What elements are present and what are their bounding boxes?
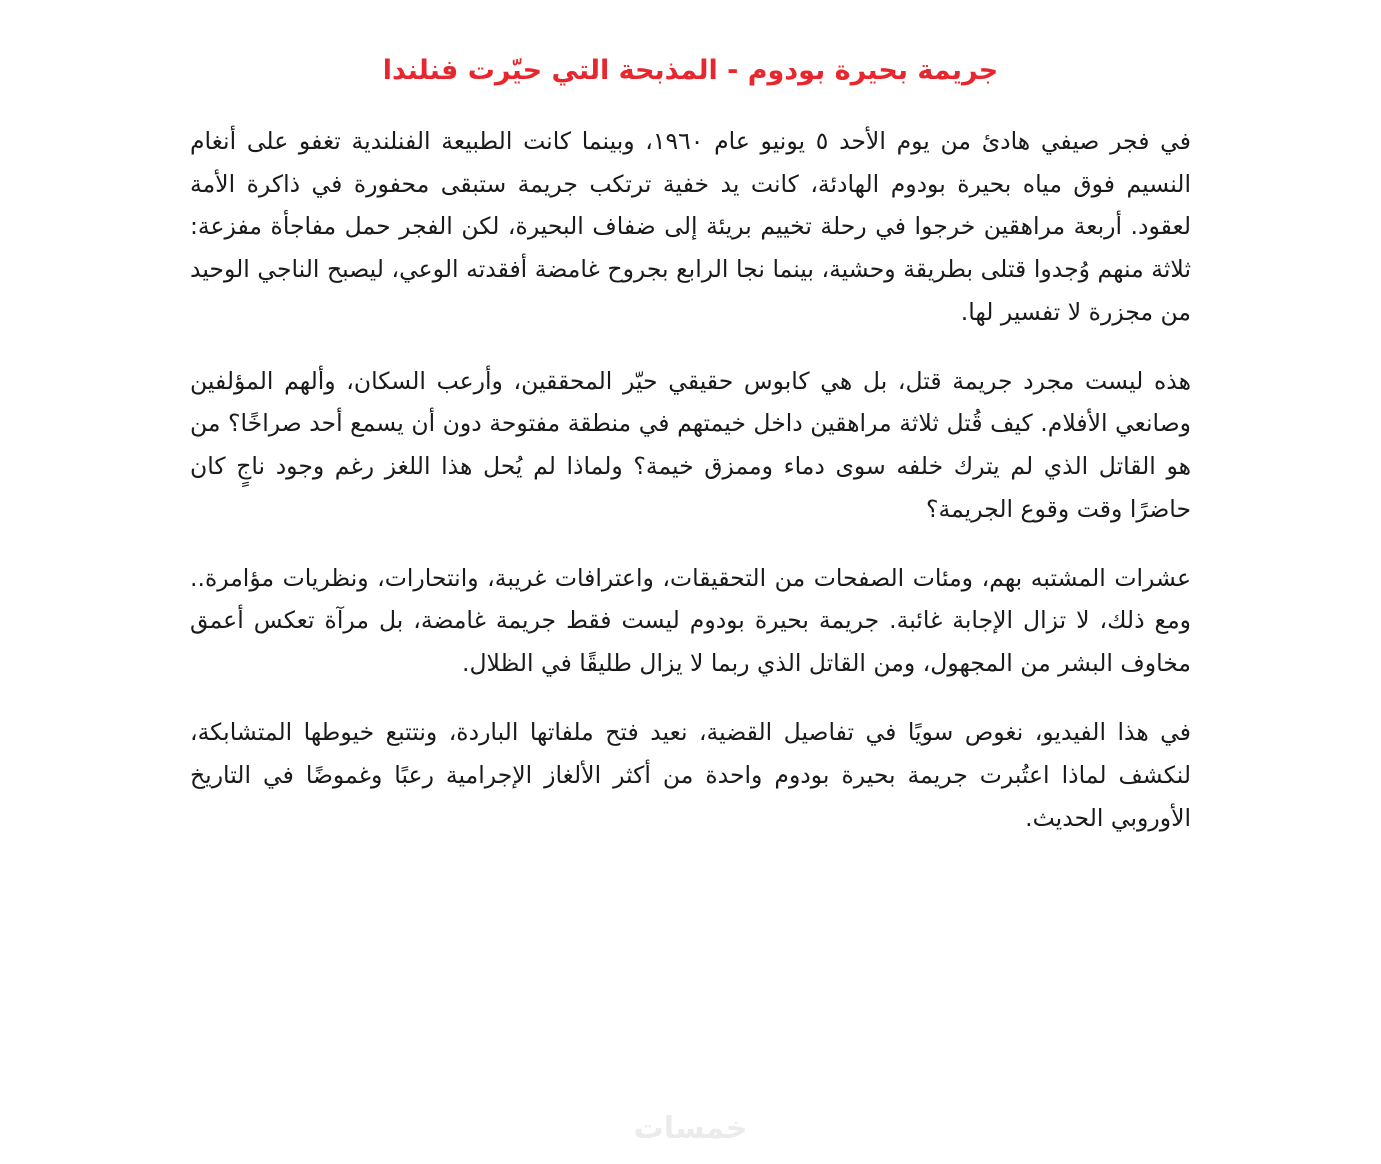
page-title: جريمة بحيرة بودوم - المذبحة التي حيّرت فنلندا [382,55,999,86]
watermark: خمسات [633,1111,748,1146]
paragraph: في فجر صيفي هادئ من يوم الأحد ٥ يونيو عام ١٩٦٠، وبينما كانت الطبيعة الفنلندية تغفو على أنغام النسيم فوق مياه بحيرة بودوم الهادئة، كانت يد خفية ترتكب جريمة ستبقى محفورة في ذاكرة الأمة لعقود. أربعة مراهقين خرجوا في رحلة تخييم بريئة إلى ضفاف البحيرة، لكن الفجر حمل مفاجأة مفزعة: ثلاثة منهم وُجدوا قتلى بطريقة وحشية، بينما نجا الرابع بجروح غامضة أفقدته الوعي، ليصبح الناجي الوحيد من مجزرة لا تفسير لها. [190,126,1191,326]
paragraph: عشرات المشتبه بهم، ومئات الصفحات من التحقيقات، واعترافات غريبة، وانتحارات، ونظريات مؤامرة.. ومع ذلك، لا تزال الإجابة غائبة. جريمة بحيرة بودوم ليست فقط جريمة غامضة، بل مرآة تعكس أعمق مخاوف البشر من المجهول، ومن القاتل الذي ربما لا يزال طليقًا في الظلال. [190,563,1191,678]
paragraph: في هذا الفيديو، نغوص سويًا في تفاصيل القضية، نعيد فتح ملفاتها الباردة، ونتتبع خيوطها المتشابكة، لنكشف لماذا اعتُبرت جريمة بحيرة بودوم واحدة من أكثر الألغاز الإجرامية رعبًا وغموضًا في التاريخ الأوروبي الحديث. [190,717,1191,832]
paragraph: هذه ليست مجرد جريمة قتل، بل هي كابوس حقيقي حيّر المحققين، وأرعب السكان، وألهم المؤلفين وصانعي الأفلام. كيف قُتل ثلاثة مراهقين داخل خيمتهم في منطقة مفتوحة دون أن يسمع أحد صراخًا؟ من هو القاتل الذي لم يترك خلفه سوى دماء وممزق خيمة؟ ولماذا لم يُحل هذا اللغز رغم وجود ناجٍ كان حاضرًا وقت وقوع الجريمة؟ [190,366,1191,523]
document-body [190,120,1191,839]
